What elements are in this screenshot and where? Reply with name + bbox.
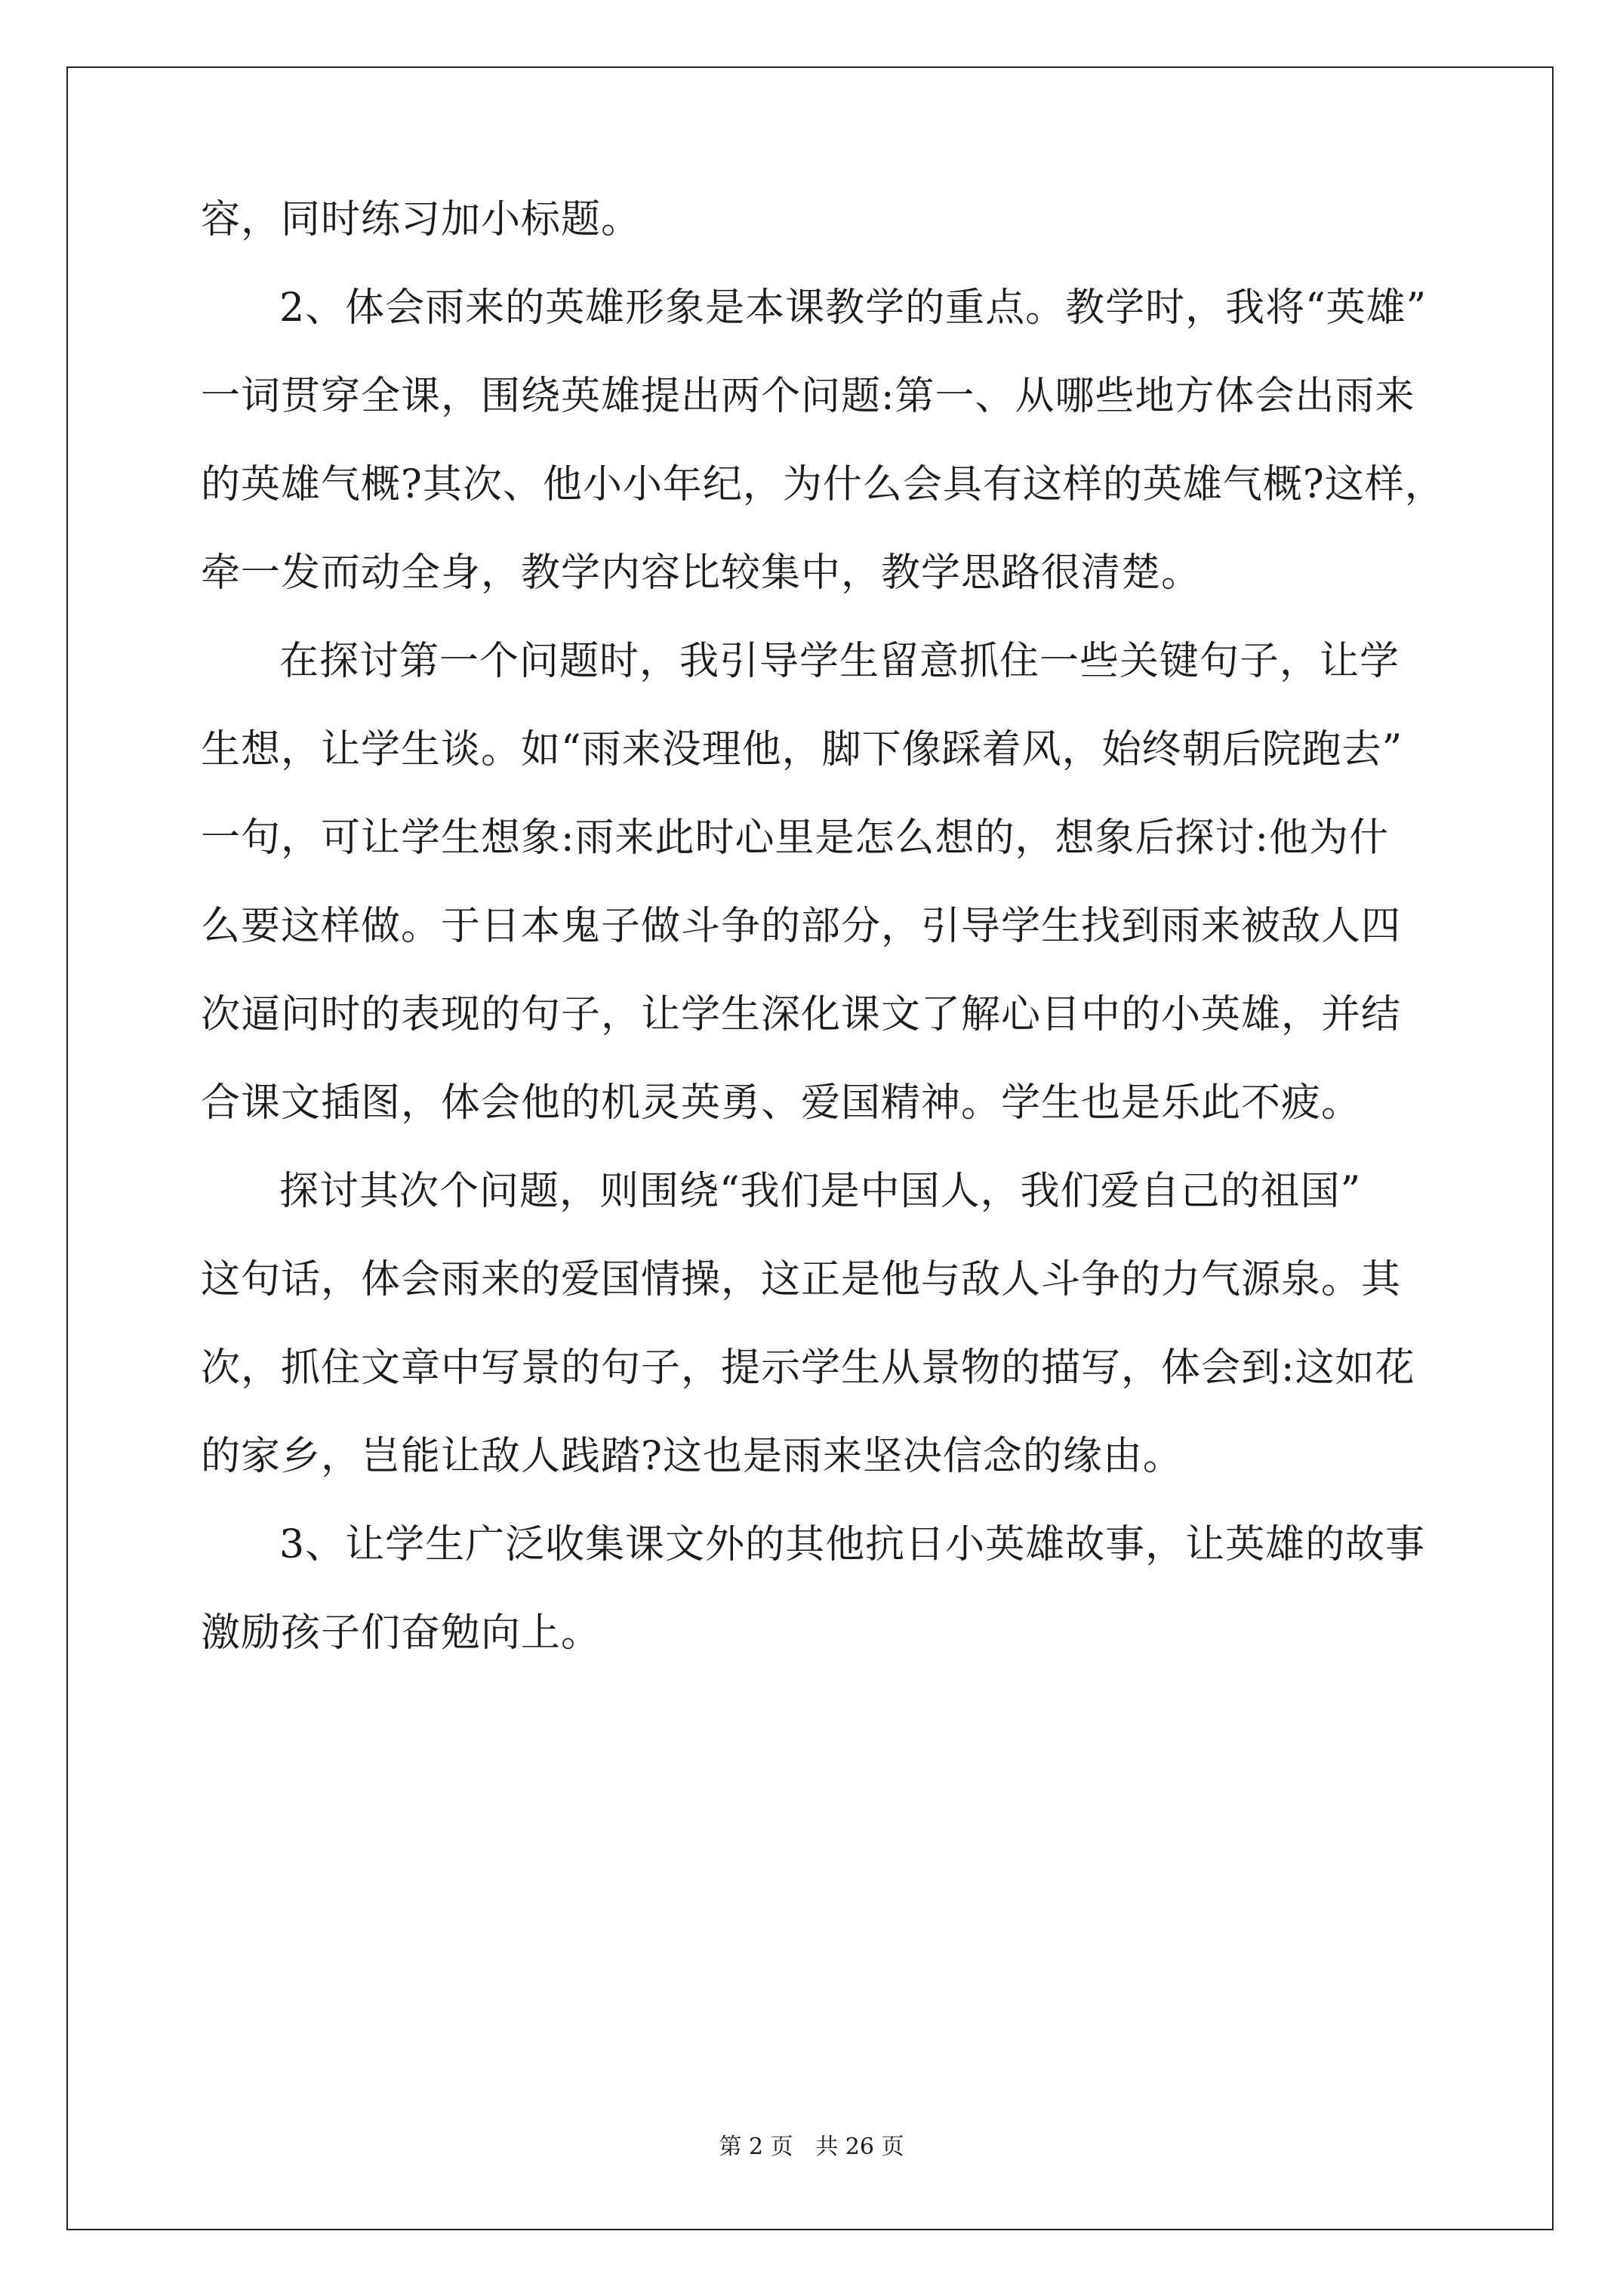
text-line: 这句话，体会雨来的爱国情操，这正是他与敌人斗争的力气源泉。其 <box>201 1257 1402 1302</box>
page-number: 第 2 页 <box>719 2134 793 2160</box>
text-line: 么要这样做。于日本鬼子做斗争的部分，引导学生找到雨来被敌人四 <box>201 904 1402 949</box>
text-line: 容，同时练习加小标题。 <box>201 197 642 242</box>
paragraph-start-line: 在探讨第一个问题时，我引导学生留意抓住一些关键句子，让学 <box>279 639 1400 684</box>
text-line: 激励孩子们奋勉向上。 <box>201 1610 602 1656</box>
text-line: 一词贯穿全课，围绕英雄提出两个问题:第一、从哪些地方体会出雨来 <box>201 374 1415 419</box>
text-line: 牵一发而动全身，教学内容比较集中，教学思路很清楚。 <box>201 550 1202 596</box>
text-line: 一句，可让学生想象:雨来此时心里是怎么想的，想象后探讨:他为什 <box>201 815 1390 861</box>
text-line: 合课文插图，体会他的机灵英勇、爱国精神。学生也是乐此不疲。 <box>201 1080 1362 1126</box>
paragraph-start-line: 3、让学生广泛收集课文外的其他抗日小英雄故事，让英雄的故事 <box>279 1522 1426 1567</box>
document-body <box>201 176 1445 1678</box>
text-line: 的英雄气概?其次、他小小年纪，为什么会具有这样的英雄气概?这样， <box>201 462 1445 507</box>
paragraph-start-line: 2、体会雨来的英雄形象是本课教学的重点。教学时，我将“英雄” <box>279 285 1427 331</box>
text-line: 次逼问时的表现的句子，让学生深化课文了解心目中的小英雄，并结 <box>201 992 1402 1037</box>
paragraph-start-line: 探讨其次个问题，则围绕“我们是中国人，我们爱自己的祖国” <box>279 1169 1362 1214</box>
text-line: 的家乡，岂能让敌人践踏?这也是雨来坚决信念的缘由。 <box>201 1434 1183 1479</box>
page-footer <box>0 2128 1623 2161</box>
text-line: 次，抓住文章中写景的句子，提示学生从景物的描写，体会到:这如花 <box>201 1345 1415 1391</box>
page-total: 共 26 页 <box>815 2134 904 2160</box>
text-line: 生想，让学生谈。如“雨来没理他，脚下像踩着风，始终朝后院跑去” <box>201 727 1403 772</box>
